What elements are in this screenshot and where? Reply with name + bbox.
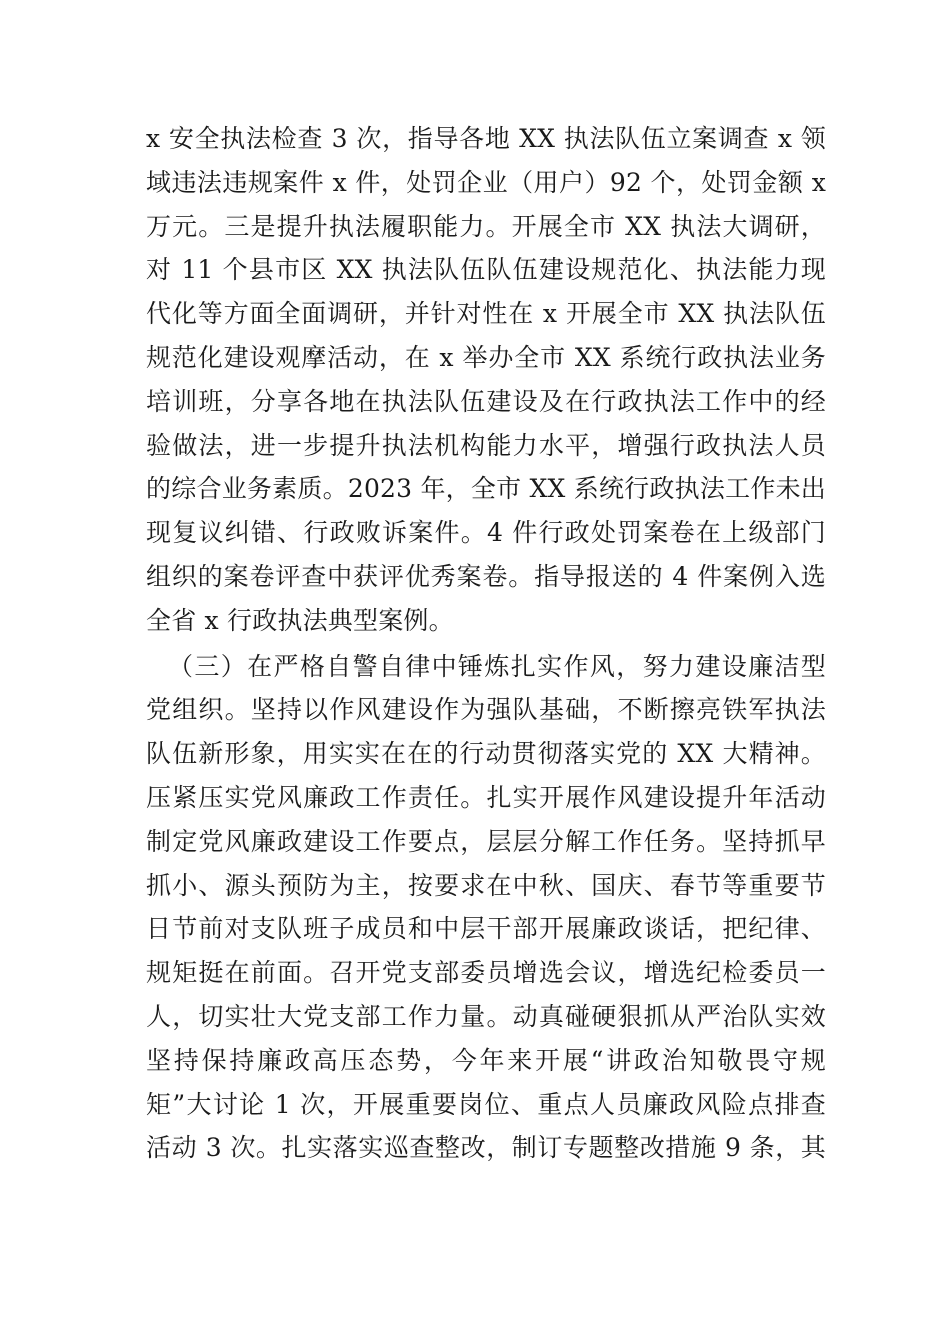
text-line: 矩”大讨论 1 次，开展重要岗位、重点人员廉政风险点排查 (146, 1089, 826, 1119)
text-line: 的综合业务素质。2023 年，全市 XX 系统行政执法工作未出 (146, 474, 826, 504)
text-line: 坚持保持廉政高压态势，今年来开展“讲政治知敬畏守规 (146, 1045, 826, 1075)
text-line: 人，切实壮大党支部工作力量。动真碰硬狠抓从严治队实效 (146, 1001, 826, 1031)
text-line: 日节前对支队班子成员和中层干部开展廉政谈话，把纪律、 (146, 914, 826, 944)
text-line: 对 11 个县市区 XX 执法队伍队伍建设规范化、执法能力现 (146, 255, 826, 285)
text-line: 抓小、源头预防为主，按要求在中秋、国庆、春节等重要节 (146, 870, 826, 900)
text-line: 验做法，进一步提升执法机构能力水平，增强行政执法人员 (146, 430, 826, 460)
text-line: 代化等方面全面调研，并针对性在 x 开展全市 XX 执法队伍 (146, 299, 826, 329)
text-line: 现复议纠错、行政败诉案件。4 件行政处罚案卷在上级部门 (146, 518, 826, 548)
body-text (146, 117, 826, 1170)
text-line: 万元。三是提升执法履职能力。开展全市 XX 执法大调研， (146, 211, 826, 241)
text-line: 域违法违规案件 x 件，处罚企业（用户）92 个，处罚金额 x (146, 167, 826, 197)
text-line: 党组织。坚持以作风建设作为强队基础，不断擦亮铁军执法 (146, 695, 826, 725)
text-line: x 安全执法检查 3 次，指导各地 XX 执法队伍立案调查 x 领 (146, 124, 826, 153)
text-line: 制定党风廉政建设工作要点，层层分解工作任务。坚持抓早 (146, 826, 826, 856)
section-heading-line: （三）在严格自警自律中锤炼扎实作风，努力建设廉洁型 (168, 651, 826, 681)
text-line: 规范化建设观摩活动，在 x 举办全市 XX 系统行政执法业务 (146, 342, 826, 372)
text-line: 压紧压实党风廉政工作责任。扎实开展作风建设提升年活动 (146, 782, 826, 812)
text-line: 队伍新形象，用实实在在的行动贯彻落实党的 XX 大精神。 (146, 739, 826, 769)
text-line: 活动 3 次。扎实落实巡查整改，制订专题整改措施 9 条，其 (146, 1133, 826, 1163)
text-line: 培训班，分享各地在执法队伍建设及在行政执法工作中的经 (146, 386, 826, 416)
text-line: 组织的案卷评查中获评优秀案卷。指导报送的 4 件案例入选 (146, 561, 826, 591)
text-line: 全省 x 行政执法典型案例。 (146, 605, 454, 635)
text-line: 规矩挺在前面。召开党支部委员增选会议，增选纪检委员一 (146, 958, 826, 988)
